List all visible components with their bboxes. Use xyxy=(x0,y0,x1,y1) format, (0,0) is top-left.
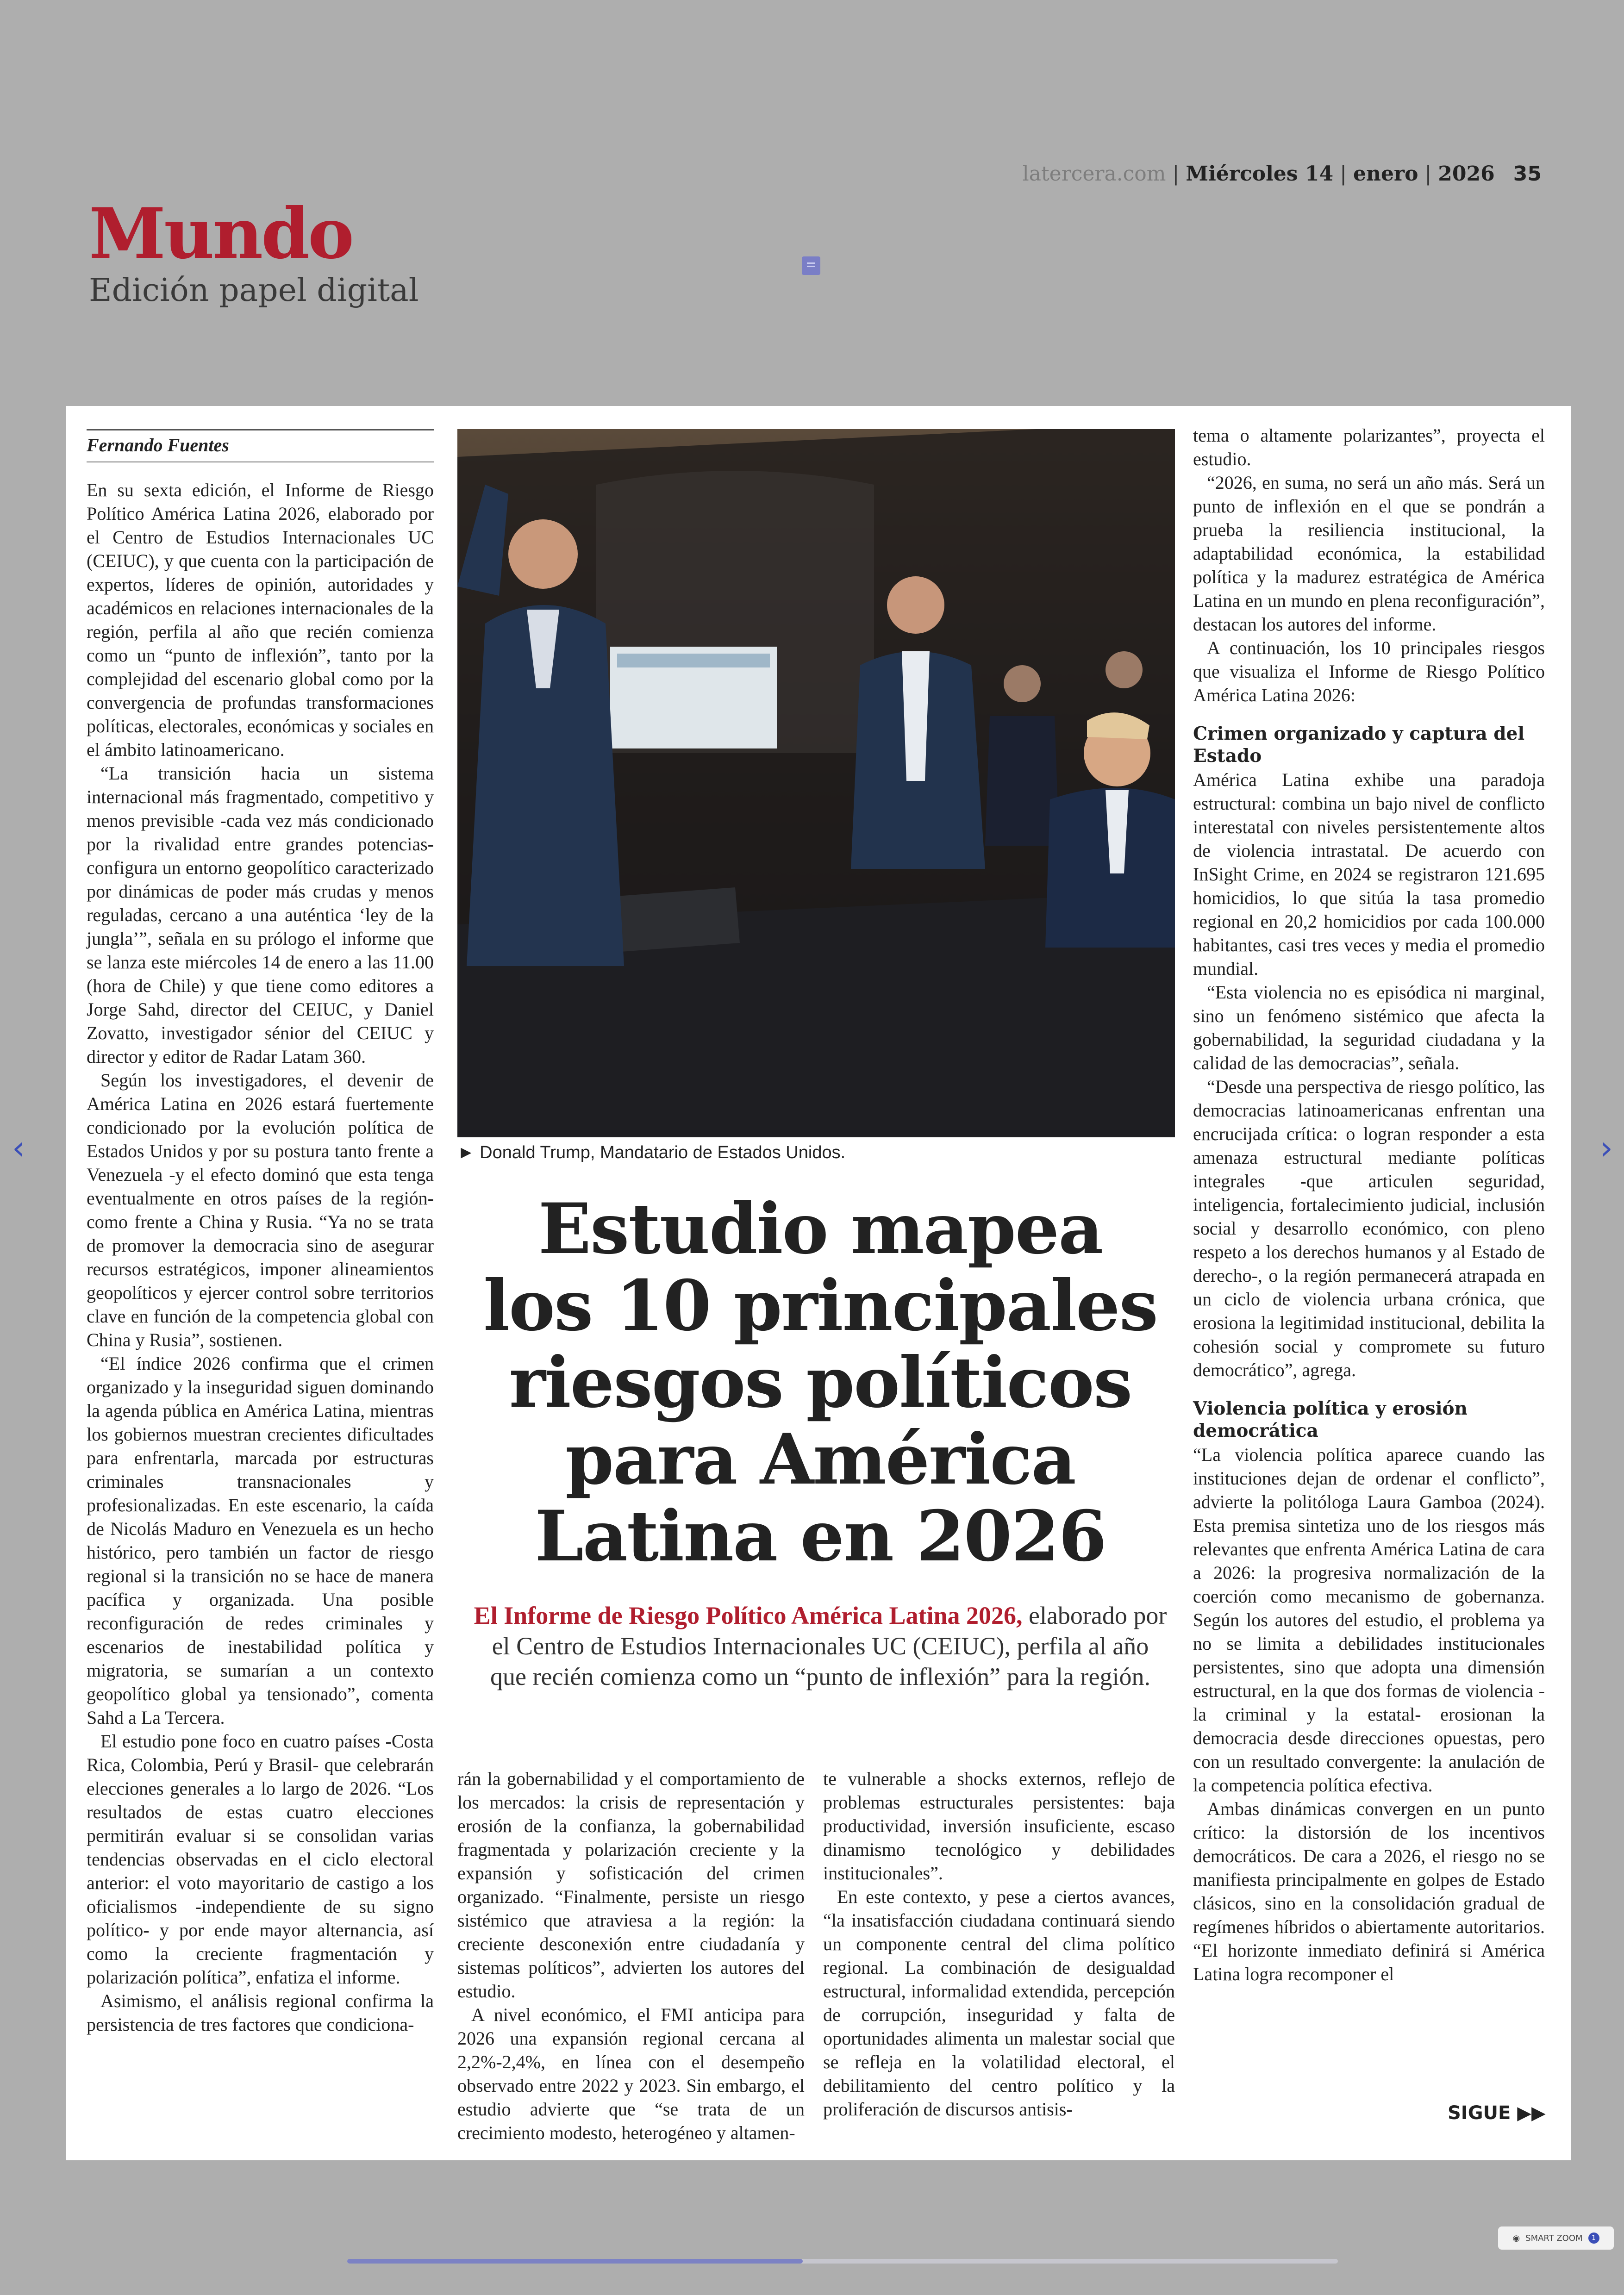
paragraph: Asimismo, el análisis regional confirma la persistencia de tres factores que condiciona- xyxy=(87,1990,434,2035)
smart-zoom-label: SMART ZOOM xyxy=(1525,2233,1583,2243)
section-title: Mundo xyxy=(89,193,353,274)
paragraph: Ambas dinámicas convergen en un punto crítico: la distorsión de los incentivos democráticos. De cara a 2026, el riesgo no se manifiesta principalmente en golpes de Estado clásicos, sino en la consolidación gradual de regímenes híbridos o abiertamente autoritarios. “El horizonte inmediato definirá si América Latina logra recomponer el xyxy=(1193,1798,1545,1984)
paragraph: “Desde una perspectiva de riesgo político, las democracias latinoamericanas enfrentan una encrucijada crítica: o logran responder a esta amenaza estructural mediante políticas integrales -que articulen seguridad, inteligencia, fortalecimiento judicial, inclusión social y desarrollo económico, con pleno respeto a los derechos humanos y al Estado de derecho-, o la región permanecerá atrapada en un ciclo de violencia urbana crónica, que erosiona la legitimidad institucional, debilita la cohesión social y compromete su futuro democrático”, agrega. xyxy=(1193,1076,1545,1380)
subhead: Crimen organizado y captura del Estado xyxy=(1193,723,1525,767)
page-progress-bar[interactable] xyxy=(347,2259,1338,2264)
paragraph: tema o altamente polarizantes”, proyecta el estudio. xyxy=(1193,425,1545,469)
edition-label: Edición papel digital xyxy=(89,272,419,309)
paragraph: En su sexta edición, el Informe de Riesgo Político América Latina 2026, elaborado por el Centro de Estudios Internacionales UC (CEIUC), y que cuenta con la participación de expertos, líderes de opinión, autoridades y académicos en relaciones internacionales de la región, perfila al año que recién comienza como un “punto de inflexión”, tanto por la complejidad del escenario global como por la convergencia de profundas transformaciones políticas, electorales, económicas y sociales en el ámbito latinoamericano. xyxy=(87,480,434,760)
photo-caption: ► Donald Trump, Mandatario de Estados Unidos. xyxy=(457,1143,846,1162)
dek xyxy=(473,1600,1168,1692)
paragraph: A continuación, los 10 principales riesgos que visualiza el Informe de Riesgo Político América Latina 2026: xyxy=(1193,637,1545,705)
photo-illustration xyxy=(457,429,1175,1137)
news-photo xyxy=(457,429,1175,1137)
weekday: Miércoles 14 xyxy=(1186,162,1334,186)
article-column-2 xyxy=(457,1767,805,2145)
page-dateline: latercera.com | Miércoles 14 | enero | 2026 35 xyxy=(1022,162,1542,186)
smart-zoom-badge: 1 xyxy=(1588,2233,1599,2244)
paragraph: “La transición hacia un sistema internacional más fragmentado, competitivo y menos previsible -cada vez más condicionado por la rivalidad entre grandes potencias- configura un entorno geopolítico caracterizado por dinámicas de poder más crudas y menos reguladas, cercano a una auténtica ‘ley de la jungla’”, señala en su prólogo el informe que se lanza este miércoles 14 de enero a las 11.00 (hora de Chile) y que tiene como editores a Jorge Sahd, director del CEIUC, y Daniel Zovatto, investigador sénior del CEIUC y director y editor de Radar Latam 360. xyxy=(87,763,434,1067)
annotation-marker-icon[interactable] xyxy=(802,256,820,275)
smart-zoom-button[interactable] xyxy=(1498,2226,1614,2250)
eye-icon: ◉ xyxy=(1512,2233,1520,2243)
article-column-3 xyxy=(823,1767,1175,2121)
site-name: latercera.com xyxy=(1022,162,1166,186)
page-number: 35 xyxy=(1513,162,1542,186)
paragraph: “La violencia política aparece cuando las instituciones dejan de ordenar el conflicto”, advierte la politóloga Laura Gamboa (2024). Esta premisa sintetiza uno de los riesgos más relevantes que enfrenta América Latina de cara a 2026: la progresiva normalización de la coerción como mecanismo de gobernanza. Según los autores del estudio, el problema ya no se limita a debilidades institucionales persistentes, sino que adopta una dimensión estructural, en la que dos formas de violencia -la criminal y la estatal- erosionan la democracia desde direcciones opuestas, pero con un resultado convergente: la anulación de la competencia política efectiva. xyxy=(1193,1444,1545,1796)
article-column-4 xyxy=(1193,424,1545,1986)
subhead: Violencia política y erosión democrática xyxy=(1193,1398,1468,1441)
year: 2026 xyxy=(1438,162,1495,186)
dek-rest: elaborado por el Centro de Estudios Internacionales UC (CEIUC), perfila al año que recién comienza como un “punto de inflexión” para la región. xyxy=(490,1602,1167,1690)
page-progress-fill xyxy=(347,2259,803,2264)
article-column-1 xyxy=(87,429,434,2036)
paragraph: El estudio pone foco en cuatro países -Costa Rica, Colombia, Perú y Brasil- que celebrarán elecciones generales a lo largo de 2026. “Los resultados de estas cuatro elecciones permitirán evaluar si se consolidan varias tendencias observadas en el ciclo electoral anterior: el voto mayoritario de castigo a los oficialismos -independiente de su signo político- y por ende mayor alternancia, así como la creciente fragmentación y polarización política”, enfatiza el informe. xyxy=(87,1731,434,1988)
paragraph: “Esta violencia no es episódica ni marginal, sino un fenómeno sistémico que afecta la gobernabilidad, la seguridad ciudadana y la calidad de las democracias”, señala. xyxy=(1193,982,1545,1073)
paragraph: América Latina exhibe una paradoja estructural: combina un bajo nivel de conflicto interestatal con niveles persistentemente altos de violencia intrastatal. De acuerdo con InSight Crime, en 2024 se registraron 121.695 homicidios, lo que sitúa la tasa promedio regional en 20,2 homicidios por cada 100.000 habitantes, casi tres veces y media el promedio mundial. xyxy=(1193,769,1545,979)
headline: Estudio mapea los 10 principales riesgos políticos para América Latina en 2026 xyxy=(483,1188,1157,1577)
newspaper-page xyxy=(66,406,1571,2160)
paragraph: “2026, en suma, no será un año más. Será un punto de inflexión en el que se pondrán a prueba la resiliencia institucional, la adaptabilidad económica, la estabilidad política y la madurez estratégica de América Latina en un mundo en plena reconfiguración”, destacan los autores del informe. xyxy=(1193,472,1545,635)
byline: Fernando Fuentes xyxy=(87,429,434,462)
continue-label: SIGUE ▶▶ xyxy=(1448,2102,1546,2124)
paragraph: En este contexto, y pese a ciertos avances, “la insatisfacción ciudadana continuará siendo un componente central del clima político regional. La combinación de desigualdad estructural, informalidad extendida, percepción de corrupción, inseguridad y falta de oportunidades alimenta un malestar social que se refleja en la volatilidad electoral, el debilitamiento del centro político y la proliferación de discursos antisis- xyxy=(823,1886,1175,2120)
next-page-icon[interactable]: › xyxy=(1600,1129,1613,1167)
month: enero xyxy=(1353,162,1418,186)
paragraph: “El índice 2026 confirma que el crimen organizado y la inseguridad siguen dominando la agenda pública en América Latina, mientras los gobiernos muestran crecientes dificultades para enfrentarla, marcada por estructuras criminales transnacionales y profesionalizadas. En este escenario, la caída de Nicolás Maduro en Venezuela es un hecho histórico, pero también un factor de riesgo regional si la transición no se hace de manera pacífica y organizada. Una posible reconfiguración de redes criminales y escenarios de inestabilidad política y migratoria, se sumarían a un contexto geopolítico global ya tensionado”, comenta Sahd a La Tercera. xyxy=(87,1353,434,1728)
paragraph: A nivel económico, el FMI anticipa para 2026 una expansión regional cercana al 2,2%-2,4%, en línea con el desempeño observado entre 2022 y 2023. Sin embargo, el estudio advierte que “se trata de un crecimiento modesto, heterogéneo y altamen- xyxy=(457,2004,805,2143)
paragraph: Según los investigadores, el devenir de América Latina en 2026 estará fuertemente condicionado por la evolución política de Estados Unidos y por su postura tanto frente a Venezuela -y el efecto dominó que esta tenga eventualmente en otros países de la región- como frente a China y Rusia. “Ya no se trata de promover la democracia sino de asegurar recursos estratégicos, imponer alineamientos geopolíticos y ejercer control sobre territorios clave en función de la competencia global con China y Rusia”, sostienen. xyxy=(87,1070,434,1350)
paragraph: te vulnerable a shocks externos, reflejo de problemas estructurales persistentes: baja productividad, inversión insuficiente, escaso dinamismo tecnológico y debilidades institucionales”. xyxy=(823,1768,1175,1883)
previous-page-icon[interactable]: ‹ xyxy=(12,1129,25,1167)
paragraph: rán la gobernabilidad y el comportamiento de los mercados: la crisis de representación y erosión de la confianza, la gobernabilidad fragmentada y polarización creciente y la expansión y sofisticación del crimen organizado. “Finalmente, persiste un riesgo sistémico que atraviesa a la región: la creciente desconexión entre ciudadanía y sistemas políticos”, advierten los autores del estudio. xyxy=(457,1768,805,2002)
dek-lead: El Informe de Riesgo Político América Latina 2026, xyxy=(474,1602,1023,1629)
